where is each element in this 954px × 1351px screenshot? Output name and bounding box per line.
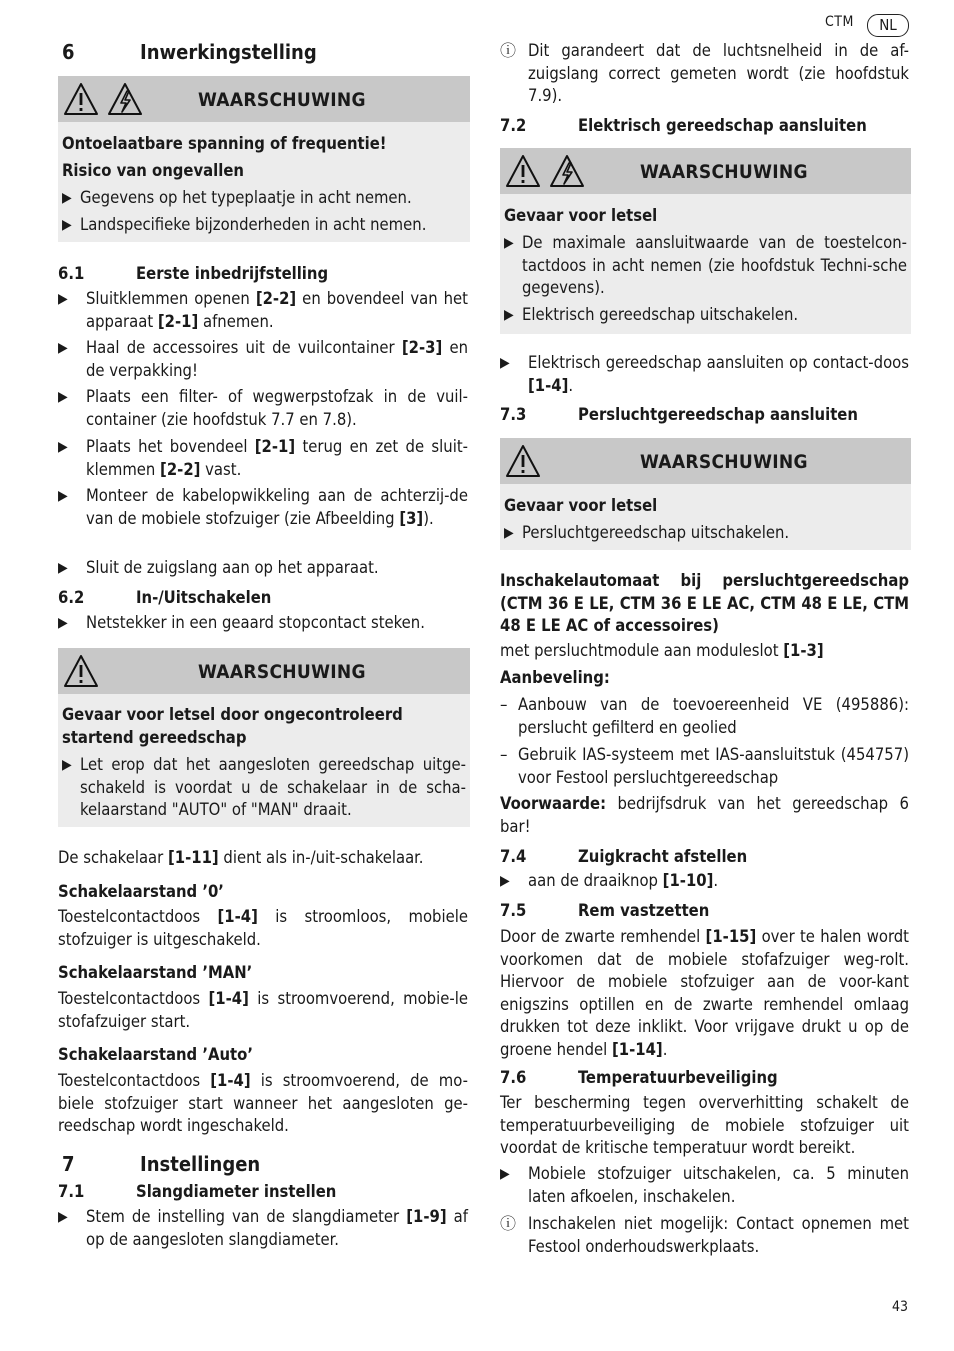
warning-line: Gevaar voor letsel [504, 206, 658, 225]
warning-box-electric-tool: WAARSCHUWING Gevaar voor letsel ▶ De maximale aansluitwaarde van de toestelcon-tactdoos in acht nemen (zie hoofdstuk Techni-sche gegevens). ▶ Elektrisch gereedschap uitschakelen. [500, 148, 911, 334]
info-icon: ⓘ [500, 41, 517, 60]
list-item: ▶ Elektrisch gereedschap aansluiten op contact-doos [1-4]. [500, 353, 909, 395]
list-item: ▶ Sluit de zuigslang aan op het apparaat. [58, 558, 379, 577]
page-number: 43 [892, 1299, 909, 1315]
paragraph-switch: De schakelaar [1-11] dient als in-/uit-schakelaar. [58, 848, 424, 867]
subheading-auto-switch: Inschakelautomaat bij persluchtgereedschap (CTM 36 E LE, CTM 36 E LE AC, CTM 48 E LE, CTM 48 E LE AC of accessoires) [500, 571, 909, 635]
warning-triangle-icon [62, 81, 100, 117]
product-label: CTM [825, 14, 854, 30]
paragraph-module: met persluchtmodule aan moduleslot [1-3] [500, 641, 824, 660]
list-item: ▶ Plaats een filter- of wegwerpstofzak in de vuil-container (zie hoofdstuk 7.7 en 7.8). [58, 387, 468, 429]
list-item: ▶ Stem de instelling van de slangdiameter [1-9] af op de aangesloten slangdiameter. [58, 1207, 468, 1249]
section-7-6-heading: 7.6 Temperatuurbeveiliging [500, 1068, 778, 1087]
warning-title: WAARSCHUWING [198, 661, 366, 683]
section-7-heading: 7 Instellingen [62, 1152, 261, 1176]
warning-box-pneumatic-tool: WAARSCHUWING Gevaar voor letsel ▶ Persluchtgereedschap uitschakelen. [500, 438, 911, 550]
list-item: ▶ Haal de accessoires uit de vuilcontainer [2-3] en de verpakking! [58, 338, 468, 380]
list-item: ▶ Netstekker in een geaard stopcontact steken. [58, 613, 425, 632]
warning-title: WAARSCHUWING [640, 161, 808, 183]
info-note: ⓘ Inschakelen niet mogelijk: Contact opnemen met Festool onderhoudswerkplaats. [500, 1214, 909, 1256]
electric-hazard-icon [548, 153, 586, 189]
warning-line: Gevaar voor letsel [504, 496, 658, 515]
warning-header [58, 76, 470, 122]
subheading-switch-auto: Schakelaarstand ’Auto’ [58, 1045, 253, 1064]
section-7-4-heading: 7.4 Zuigkracht afstellen [500, 847, 748, 866]
paragraph-temperature: Ter bescherming tegen oververhitting schakelt de temperatuurbeveiliging de mobiele stofzuiger uit voordat de kritische temperatuur wordt bereikt. [500, 1093, 909, 1157]
warning-line: Gevaar voor letsel door ongecontroleerd startend gereedschap [62, 705, 403, 747]
section-6-1-heading: 6.1 Eerste inbedrijfstelling [58, 264, 329, 283]
info-note: ⓘ Dit garandeert dat de luchtsnelheid in de af-zuigslang correct gemeten wordt (zie hoofdstuk 7.9). [500, 41, 909, 105]
list-item: ▶ Mobiele stofzuiger uitschakelen, ca. 5 minuten laten afkoelen, inschakelen. [500, 1164, 909, 1206]
recommendation-label: Aanbeveling: [500, 668, 610, 687]
subheading-switch-man: Schakelaarstand ’MAN’ [58, 963, 253, 982]
list-item: ▶ Sluitklemmen openen [2-2] en bovendeel van het apparaat [2-1] afnemen. [58, 289, 468, 331]
info-icon: ⓘ [500, 1214, 517, 1233]
section-7-5-heading: 7.5 Rem vastzetten [500, 901, 710, 920]
warning-header [500, 438, 911, 484]
paragraph-switch-man: Toestelcontactdoos [1-4] is stroomvoerend, mobie-le stofafzuiger start. [58, 989, 468, 1031]
list-item: ▶ Plaats het bovendeel [2-1] terug en zet de sluit-klemmen [2-2] vast. [58, 437, 468, 479]
section-7-1-heading: 7.1 Slangdiameter instellen [58, 1182, 337, 1201]
warning-triangle-icon [504, 443, 542, 479]
list-item: ▶ aan de draaiknop [1-10]. [500, 871, 719, 890]
section-6-heading: 6 Inwerkingstelling [62, 40, 317, 64]
paragraph-switch-0: Toestelcontactdoos [1-4] is stroomloos, mobiele stofzuiger is uitgeschakeld. [58, 907, 468, 949]
list-item: ▶ Monteer de kabelopwikkeling aan de achterzij-de van de mobiele stofzuiger (zie Afbeelding [3]). [58, 486, 468, 528]
warning-title: WAARSCHUWING [198, 89, 366, 111]
dash-item: – Gebruik IAS-systeem met IAS-aansluitstuk (454757) voor Festool persluchtgereedschap [500, 745, 909, 787]
dash-item: – Aanbouw van de toevoereenheid VE (495886): perslucht gefilterd en geolied [500, 695, 909, 737]
paragraph-brake: Door de zwarte remhendel [1-15] over te halen wordt voorkomen dat de mobiele stofafzuiger weg-rolt. Hiervoor de mobiele stofzuiger aan de voor-kant enigszins optillen en de zwarte remhendel omlaag drukken tot deze inklikt. Voor vrijgave drukt u op de groene hendel [1-14]. [500, 927, 909, 1059]
section-6-2-heading: 6.2 In-/Uitschakelen [58, 588, 272, 607]
warning-box-startup: WAARSCHUWING Gevaar voor letsel door ongecontroleerd startend gereedschap ▶ Let erop dat het aangesloten gereedschap uitge-schakeld is voordat u de schakelaar in de scha-kelaarstand "AUTO" of "MAN" draait. [58, 648, 470, 827]
subheading-switch-0: Schakelaarstand ’0’ [58, 882, 224, 901]
warning-line: Ontoelaatbare spanning of frequentie! [62, 134, 387, 153]
warning-line: Risico van ongevallen [62, 161, 244, 180]
warning-triangle-icon [504, 153, 542, 189]
warning-header [500, 148, 911, 194]
paragraph-switch-auto: Toestelcontactdoos [1-4] is stroomvoerend, de mo-biele stofzuiger start wanneer het aangesloten ge-reedschap wordt ingeschakeld. [58, 1071, 468, 1135]
language-badge: NL [867, 14, 909, 37]
electric-hazard-icon [106, 81, 144, 117]
section-7-3-heading: 7.3 Persluchtgereedschap aansluiten [500, 405, 858, 424]
warning-title: WAARSCHUWING [640, 451, 808, 473]
warning-triangle-icon [62, 653, 100, 689]
warning-box-voltage: WAARSCHUWING Ontoelaatbare spanning of frequentie! Risico van ongevallen ▶ Gegevens op het typeplaatje in acht nemen. ▶ Landspecifieke bijzonderheden in acht nemen. [58, 76, 470, 242]
section-7-2-heading: 7.2 Elektrisch gereedschap aansluiten [500, 116, 867, 135]
paragraph-condition: Voorwaarde: bedrijfsdruk van het gereedschap 6 bar! [500, 794, 909, 836]
warning-header [58, 648, 470, 694]
